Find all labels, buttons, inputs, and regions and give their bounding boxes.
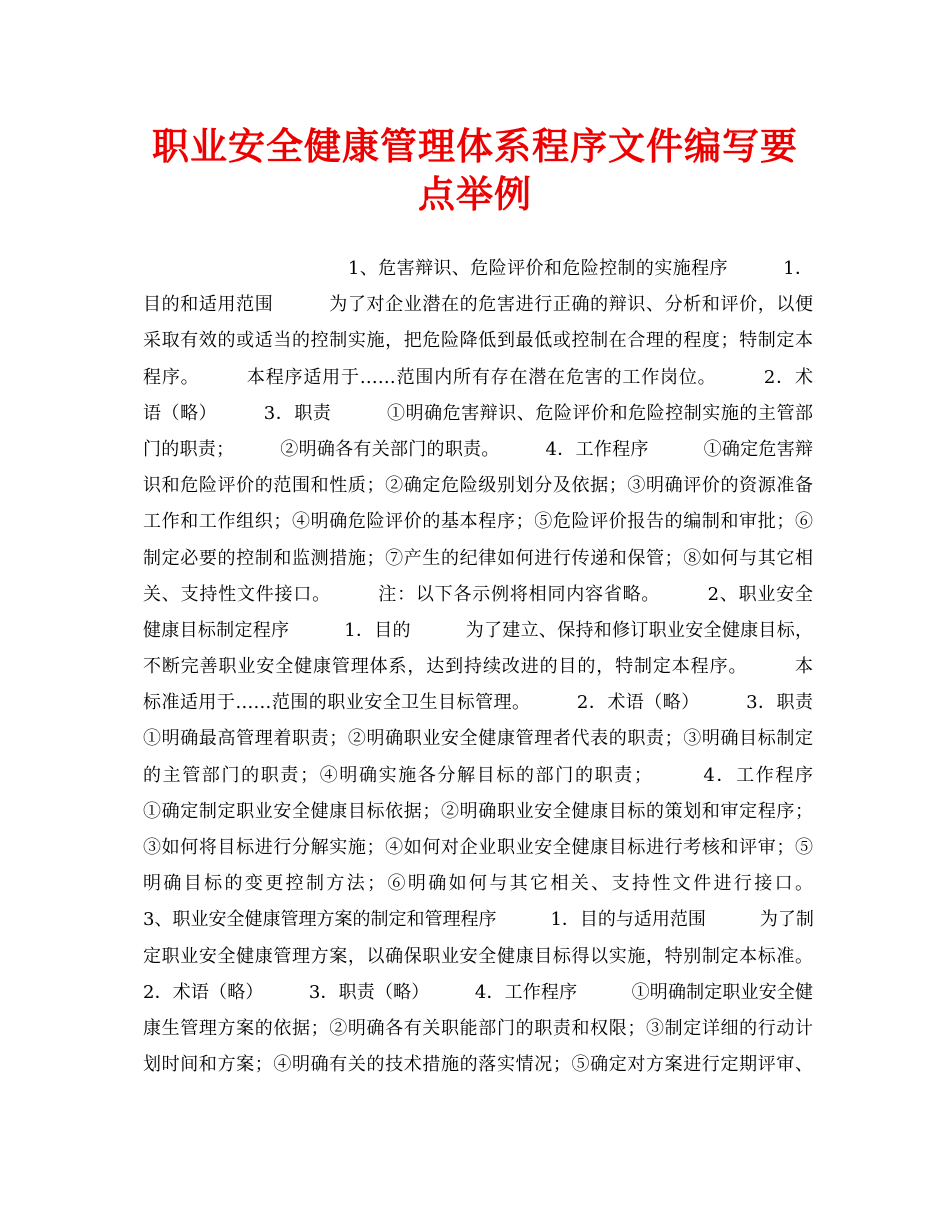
body-line: 目的和适用范围 为了对企业潜在的危害进行正确的辩识、分析和评价，以便	[143, 294, 813, 316]
body-line: 语（略） 3．职责 ①明确危害辩识、危险评价和危险控制实施的主管部	[143, 402, 813, 424]
body-line: 划时间和方案；④明确有关的技术措施的落实情况；⑤确定对方案进行定期评审、	[143, 1054, 813, 1076]
body-line: 的主管部门的职责；④明确实施各分解目标的部门的职责； 4．工作程序	[143, 764, 813, 786]
body-line: ①明确最高管理着职责；②明确职业安全健康管理者代表的职责；③明确目标制定	[143, 728, 813, 750]
body-line: 制定必要的控制和监测措施；⑦产生的纪律如何进行传递和保管；⑧如何与其它相	[143, 547, 813, 569]
body-line: 不断完善职业安全健康管理体系，达到持续改进的目的，特制定本程序。 本	[143, 656, 813, 678]
body-line: 标准适用于……范围的职业安全卫生目标管理。 2．术语（略） 3．职责	[143, 692, 813, 714]
body-line: 定职业安全健康管理方案，以确保职业安全健康目标得以实施，特别制定本标准。	[143, 945, 813, 967]
body-line: ③如何将目标进行分解实施；④如何对企业职业安全健康目标进行考核和评审；⑤	[143, 837, 813, 858]
body-line: ①确定制定职业安全健康目标依据；②明确职业安全健康目标的策划和审定程序；	[143, 800, 813, 822]
body-line: 明确目标的变更控制方法；⑥明确如何与其它相关、支持性文件进行接口。	[143, 873, 813, 895]
body-line: 健康目标制定程序 1．目的 为了建立、保持和修订职业安全健康目标，	[143, 619, 813, 641]
body-line: 程序。 本程序适用于……范围内所有存在潜在危害的工作岗位。 2．术	[143, 366, 813, 388]
body-line: 关、支持性文件接口。 注：以下各示例将相同内容省略。 2、职业安全	[143, 583, 813, 605]
body-line: 3、职业安全健康管理方案的制定和管理程序 1．目的与适用范围 为了制	[143, 909, 814, 931]
body-line: 门的职责； ②明确各有关部门的职责。 4．工作程序 ①确定危害辩	[143, 438, 813, 460]
body-line: 识和危险评价的范围和性质；②确定危险级别划分及依据；③明确评价的资源准备	[143, 475, 813, 497]
body-line: 康生管理方案的依据；②明确各有关职能部门的职责和权限；③制定详细的行动计	[143, 1017, 813, 1039]
body-line: 工作和工作组织；④明确危险评价的基本程序；⑤危险评价报告的编制和审批；⑥	[143, 511, 813, 533]
body-line: 采取有效的或适当的控制实施，把危险降低到最低或控制在合理的程度；特制定本	[143, 330, 813, 352]
document-title: 职业安全健康管理体系程序文件编写要点举例	[152, 124, 798, 216]
body-line: 1、危害辩识、危险评价和危险控制的实施程序 1．	[348, 258, 813, 279]
document-body	[143, 251, 813, 1083]
body-line: 2．术语（略） 3．职责（略） 4．工作程序 ①明确制定职业安全健	[143, 981, 813, 1003]
